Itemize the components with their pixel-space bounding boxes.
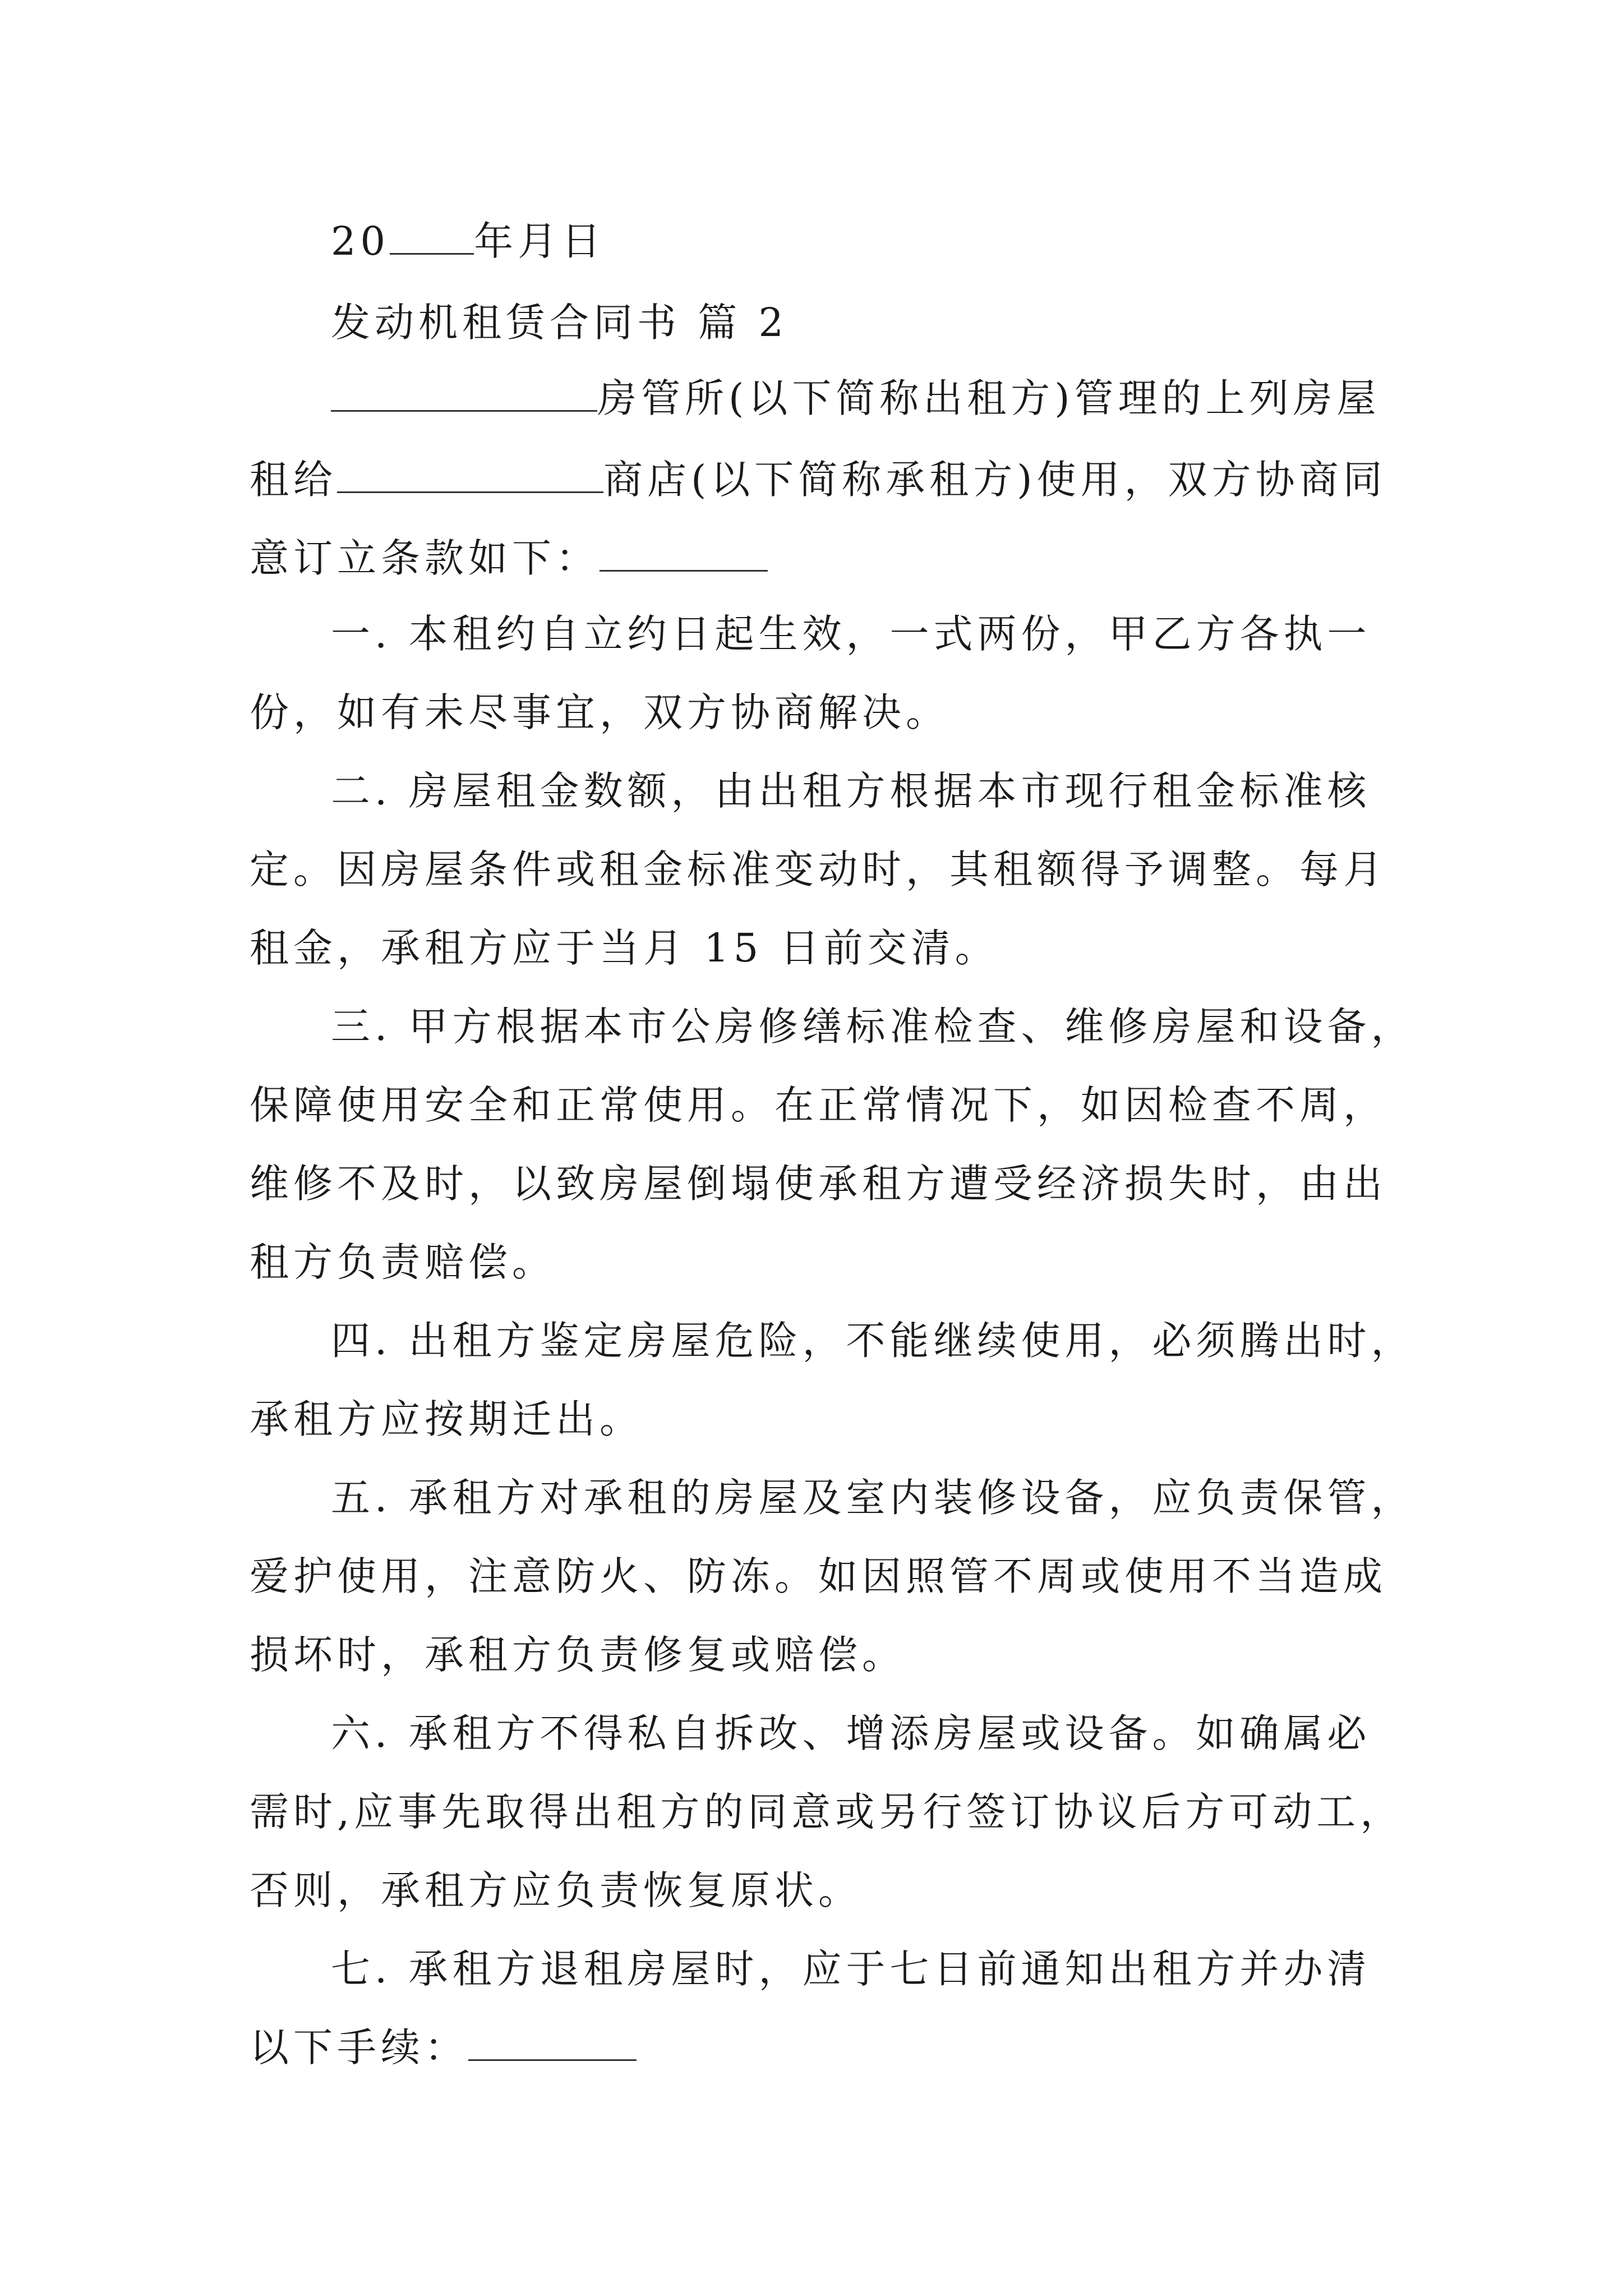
clause-7-line-1: 七. 承租方退租房屋时，应于七日前通知出租方并办清: [331, 1946, 1371, 1992]
intro-line-3: [250, 533, 768, 583]
clause-7-line-2: [250, 2022, 637, 2073]
clause-1-line-2: 份，如有未尽事宜，双方协商解决。: [250, 689, 949, 735]
clause-2-line-1: 二. 房屋租金数额，由出租方根据本市现行租金标准核: [331, 768, 1371, 814]
clause-3-line-3: 维修不及时，以致房屋倒塌使承租方遭受经济损失时，由出: [250, 1161, 1387, 1207]
intro-line-1: [331, 373, 1381, 424]
clause-4-line-1: 四. 出租方鉴定房屋危险，不能继续使用，必须腾出时，: [331, 1318, 1415, 1364]
clause-6-line-2: 需时,应事先取得出租方的同意或另行签订协议后方可动工，: [250, 1789, 1404, 1835]
clause-2-line-3: 租金，承租方应于当月 15 日前交清。: [250, 925, 999, 971]
date-suffix: 年月日: [474, 218, 606, 264]
clause-4-line-2: 承租方应按期迁出。: [250, 1396, 643, 1442]
landlord-name-blank[interactable]: [331, 375, 597, 412]
intro-line-3-text: 意订立条款如下：: [250, 535, 600, 581]
clause-5-line-2: 爱护使用，注意防火、防冻。如因照管不周或使用不当造成: [250, 1553, 1387, 1599]
procedures-blank[interactable]: [468, 2024, 637, 2061]
clause-3-line-4: 租方负责赔偿。: [250, 1239, 556, 1285]
date-line: [331, 216, 605, 266]
clause-7-line-2-text: 以下手续：: [250, 2024, 468, 2070]
date-year-prefix: 20: [331, 218, 390, 264]
clause-2-line-2: 定。因房屋条件或租金标准变动时，其租额得予调整。每月: [250, 846, 1387, 892]
document-heading: 发动机租赁合同书 篇 2: [331, 300, 789, 346]
intro-line-2: [250, 454, 1387, 505]
intro-line-2-suffix: 商店(以下简称承租方)使用，双方协商同: [603, 457, 1387, 503]
clause-6-line-1: 六. 承租方不得私自拆改、增添房屋或设备。如确属必: [331, 1710, 1371, 1756]
clause-5-line-3: 损坏时，承租方负责修复或赔偿。: [250, 1632, 906, 1678]
clause-3-line-2: 保障使用安全和正常使用。在正常情况下，如因检查不周，: [250, 1082, 1387, 1128]
clause-5-line-1: 五. 承租方对承租的房屋及室内装修设备，应负责保管，: [331, 1475, 1415, 1521]
intro-line-1-text: 房管所(以下简称出租方)管理的上列房屋: [597, 375, 1381, 421]
clause-1-line-1: 一. 本租约自立约日起生效，一式两份，甲乙方各执一: [331, 611, 1371, 657]
tenant-name-blank[interactable]: [337, 457, 603, 493]
year-blank[interactable]: [390, 218, 474, 255]
intro-line-2-prefix: 租给: [250, 457, 337, 503]
clause-6-line-3: 否则，承租方应负责恢复原状。: [250, 1867, 862, 1913]
clause-3-line-1: 三. 甲方根据本市公房修缮标准检查、维修房屋和设备，: [331, 1004, 1415, 1050]
terms-blank[interactable]: [600, 535, 768, 572]
